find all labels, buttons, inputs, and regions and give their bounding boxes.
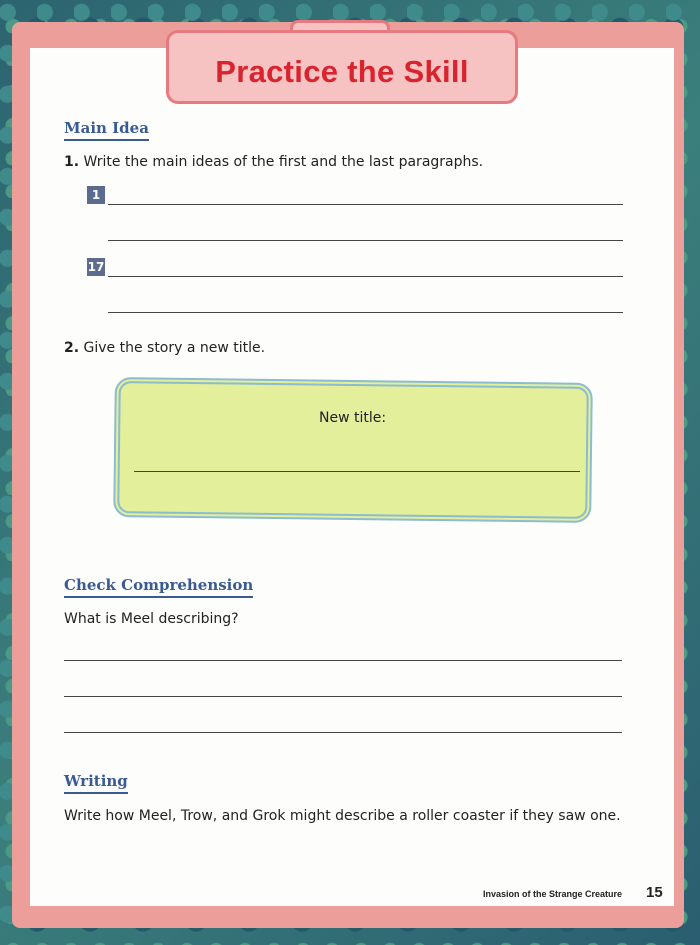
answer-line[interactable] [64, 732, 622, 733]
question-2 [64, 340, 265, 356]
paragraph-marker-first: 1 [87, 186, 105, 204]
writing-prompt: Write how Meel, Trow, and Grok might describe a roller coaster if they saw one. [64, 808, 621, 824]
answer-line[interactable] [108, 276, 623, 277]
page-number: 15 [646, 884, 663, 901]
question-1-number: 1. [64, 154, 80, 170]
writing-heading: Writing [64, 772, 128, 794]
footer-book-title: Invasion of the Strange Creature [482, 889, 622, 899]
new-title-card [113, 377, 593, 523]
answer-line[interactable] [64, 696, 622, 697]
question-2-number: 2. [64, 340, 80, 356]
comprehension-question: What is Meel describing? [64, 611, 239, 627]
new-title-label: New title: [319, 410, 387, 426]
answer-line[interactable] [108, 312, 623, 313]
answer-line[interactable] [108, 204, 623, 205]
answer-line[interactable] [64, 660, 622, 661]
question-1 [64, 154, 483, 170]
question-1-text: Write the main ideas of the first and the last paragraphs. [83, 154, 484, 170]
paragraph-marker-last: 17 [87, 260, 105, 274]
main-idea-heading: Main Idea [64, 119, 149, 141]
new-title-line[interactable] [134, 471, 580, 472]
question-2-text: Give the story a new title. [83, 340, 266, 356]
answer-line[interactable] [108, 240, 623, 241]
check-comprehension-heading: Check Comprehension [64, 576, 253, 598]
page-title: Practice the Skill [215, 54, 469, 89]
